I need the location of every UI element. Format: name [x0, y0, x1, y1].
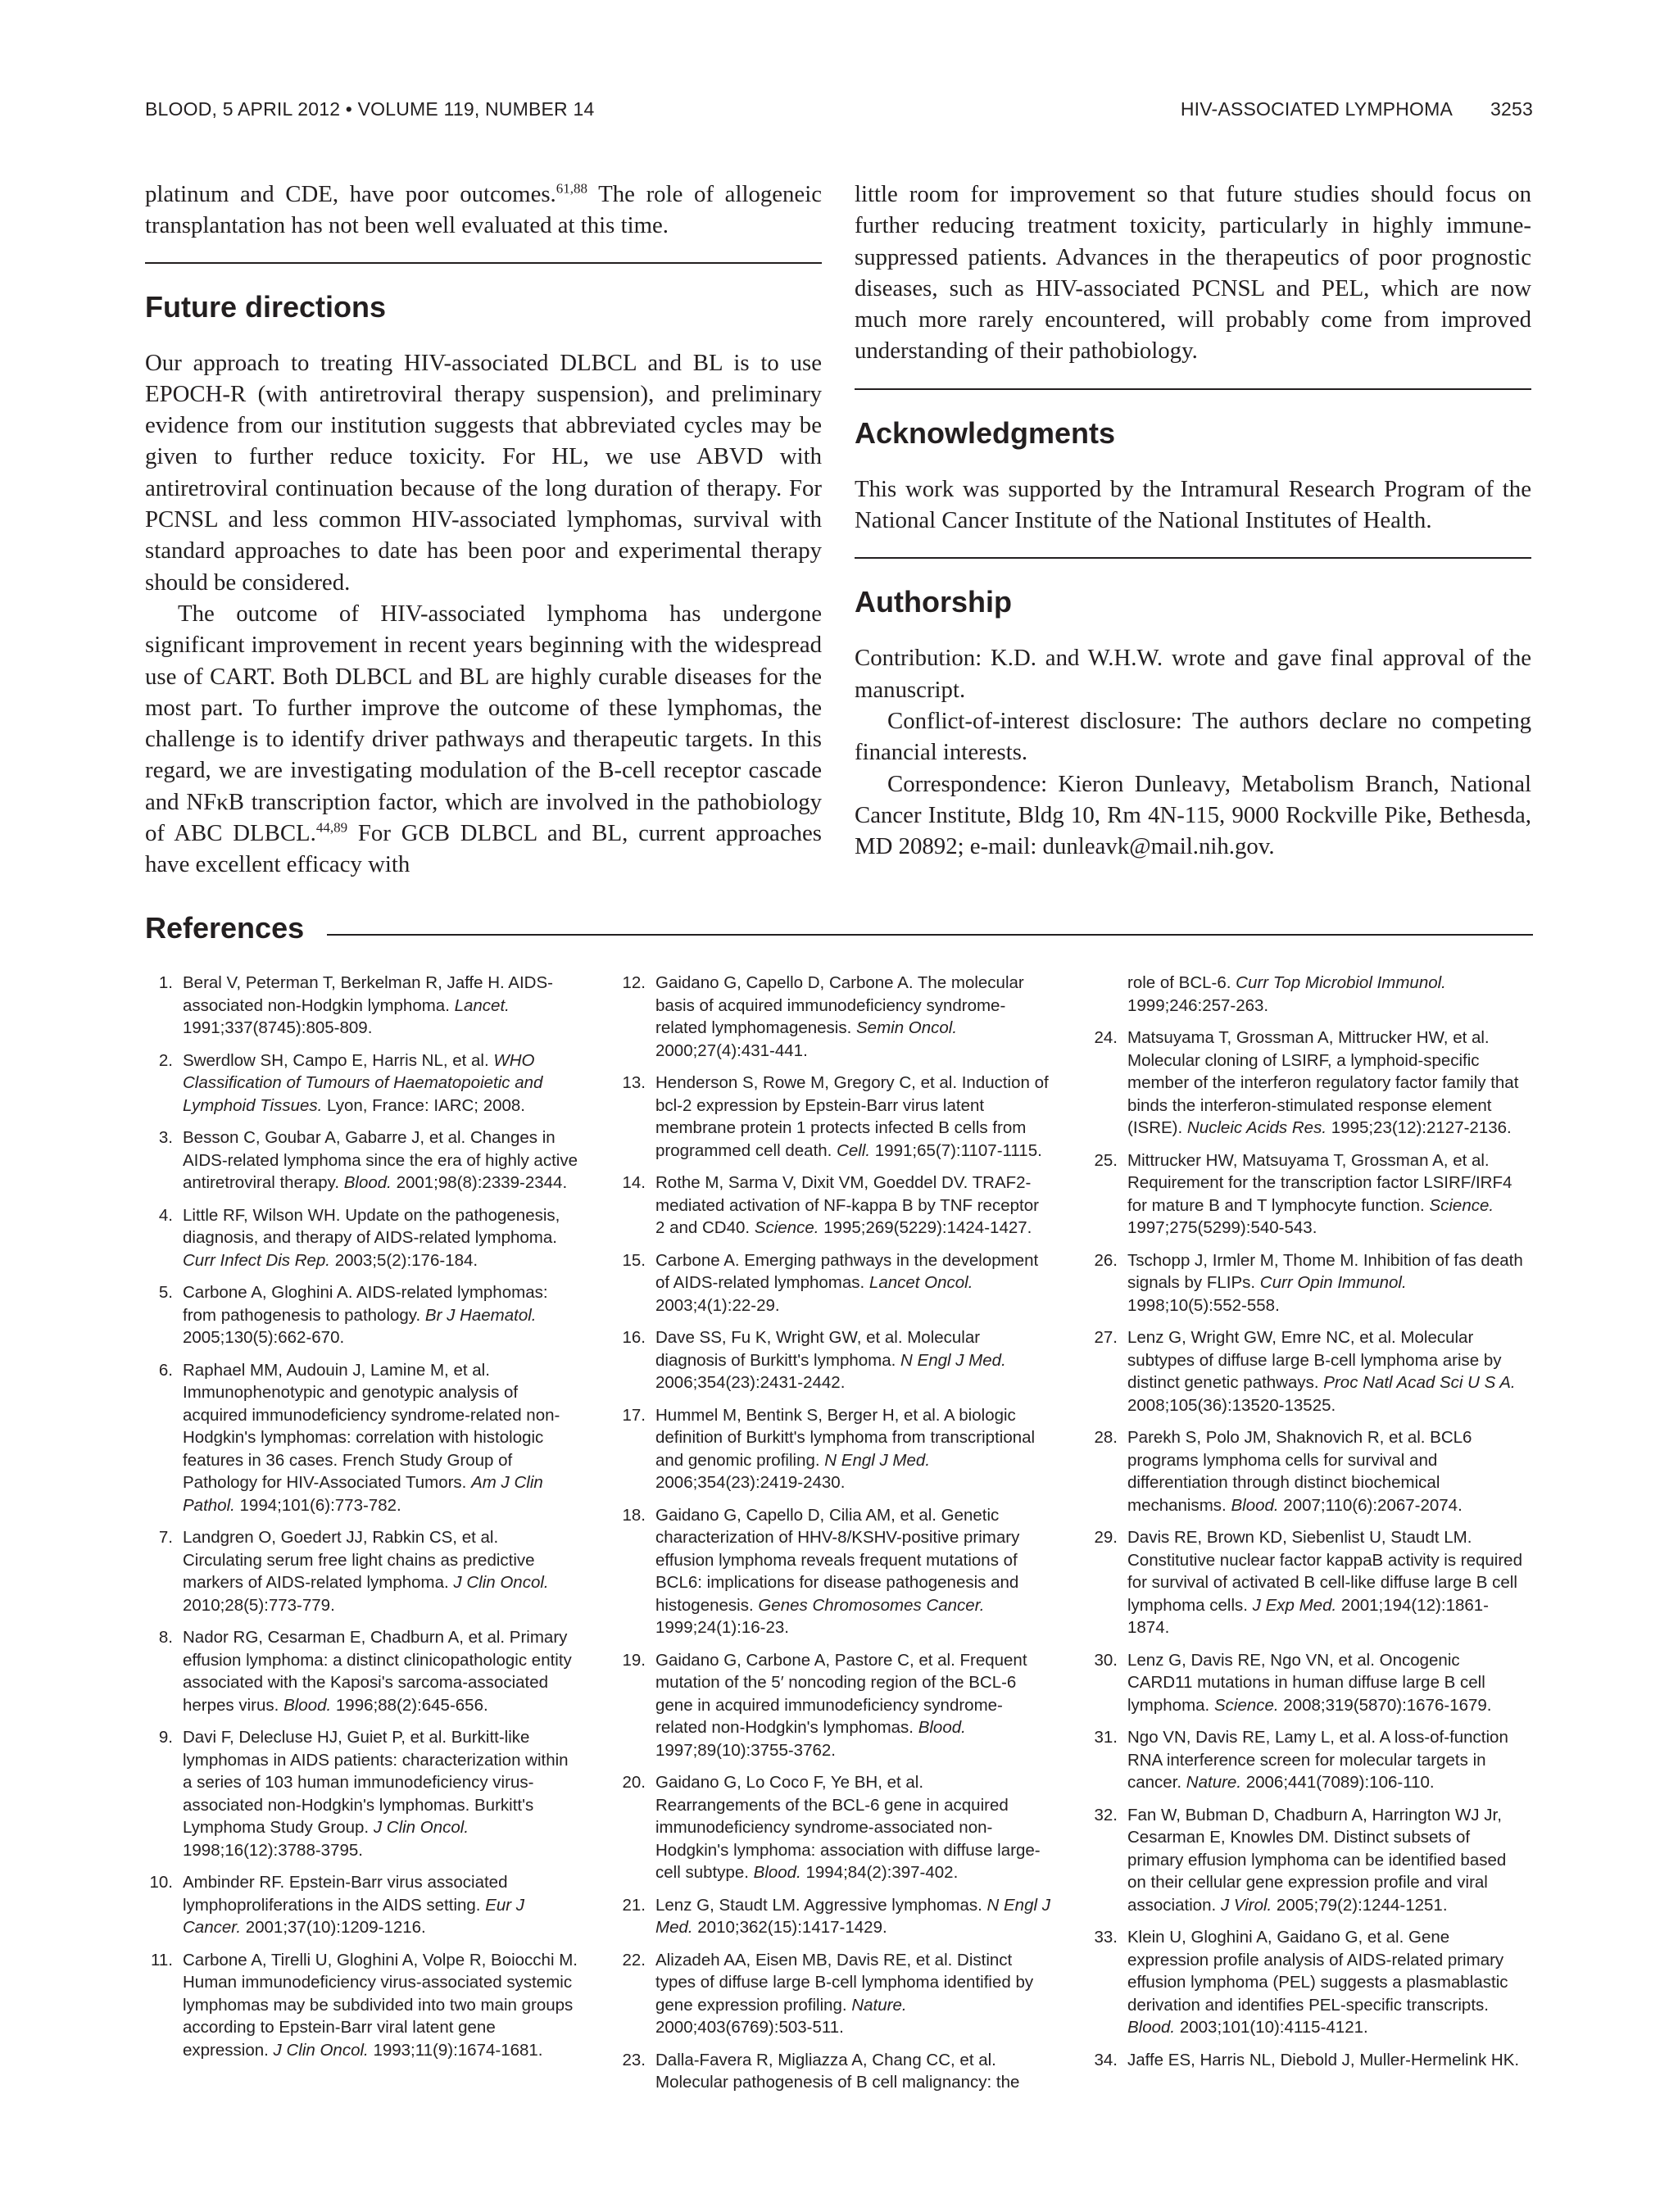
journal-citation: BLOOD, 5 APRIL 2012 • VOLUME 119, NUMBER 14 [145, 98, 595, 120]
citation-text: Carbone A. Emerging pathways in the development of AIDS-related lymphomas. [655, 1250, 1039, 1292]
reference-citation [1127, 2051, 1519, 2069]
reference-citation [1127, 973, 1446, 1015]
citation-text: Gaidano G, Carbone A, Pastore C, et al. Frequent mutation of the 5′ noncoding region of the BCL-6 gene in acquired immunodeficiency syndrome-related non-Hodgkin's lymphomas. [655, 1650, 1027, 1737]
citation-text: Ngo VN, Davis RE, Lamy L, et al. A loss-of-function RNA interference screen for molecular targets in cancer. [1127, 1728, 1508, 1792]
reference-item [145, 1281, 579, 1349]
intro-paragraph [145, 179, 822, 242]
citation-details: 1996;88(2):645-656. [331, 1695, 488, 1715]
reference-number: 1. [158, 973, 173, 992]
citation-details: 1994;101(6):773-782. [234, 1495, 401, 1515]
reference-citation [1127, 1651, 1492, 1715]
reference-number: 34. [1094, 2050, 1118, 2069]
reference-number: 6. [158, 1360, 173, 1380]
reference-item [618, 1949, 1052, 2039]
right-column [855, 179, 1531, 862]
citation-details: 2010;362(15):1417-1429. [692, 1918, 887, 1937]
journal-name: Science. [1429, 1195, 1494, 1215]
citation-text: Davis RE, Brown KD, Siebenlist U, Staudt LM. Constitutive nuclear factor kappaB activity is required for survival of activated B cell-like diffuse large B cell lymphoma cells. [1127, 1528, 1522, 1615]
citation-text: Beral V, Peterman T, Berkelman R, Jaffe H. AIDS-associated non-Hodgkin lymphoma. [183, 973, 553, 1015]
journal-name: J Clin Oncol. [273, 2040, 369, 2060]
reference-number: 19. [622, 1650, 646, 1670]
section-divider [855, 388, 1531, 390]
reference-list [145, 972, 579, 2061]
reference-number: 20. [622, 1773, 646, 1792]
reference-item [618, 1504, 1052, 1639]
reference-number: 5. [158, 1283, 173, 1302]
journal-name: Br J Haematol. [424, 1305, 537, 1325]
reference-number: 11. [151, 1950, 173, 1969]
citation-text: Gaidano G, Capello D, Carbone A. The molecular basis of acquired immunodeficiency syndrome-related lymphomagenesis. [655, 973, 1024, 1037]
journal-name: Proc Natl Acad Sci U S A. [1323, 1373, 1516, 1392]
citation-details: 2006;354(23):2419-2430. [655, 1473, 846, 1492]
citation-text: Gaidano G, Lo Coco F, Ye BH, et al. Rearrangements of the BCL-6 gene in acquired immunodeficiency syndrome-associated non-Hodgkin's lymphoma: association with diffuse large-cell subtype. [655, 1773, 1041, 1882]
journal-name: Genes Chromosomes Cancer. [758, 1595, 985, 1615]
reference-citation [183, 1361, 560, 1515]
reference-citation [1127, 1928, 1508, 2037]
citation-details: 2005;130(5):662-670. [183, 1328, 345, 1347]
reference-number: 30. [1094, 1650, 1118, 1670]
citation-details: 1993;11(9):1674-1681. [368, 2040, 543, 2060]
journal-name: Lancet Oncol. [868, 1273, 973, 1292]
reference-continuation [1090, 972, 1524, 1017]
journal-name: Blood. [343, 1173, 392, 1192]
reference-list [618, 972, 1052, 2094]
citation-text: Klein U, Gloghini A, Gaidano G, et al. Gene expression profile analysis of AIDS-related primary effusion lymphoma (PEL) suggests a plasmablastic derivation and identifies PEL-specific transcripts. [1127, 1928, 1508, 2015]
reference-item [145, 1359, 579, 1517]
journal-name: J Clin Oncol. [373, 1818, 469, 1837]
citation-details: 2000;27(4):431-441. [655, 1040, 808, 1060]
reference-citation [655, 973, 1024, 1060]
citation-details: 1997;89(10):3755-3762. [655, 1740, 836, 1760]
reference-citation [1127, 1328, 1516, 1415]
reference-number: 17. [622, 1405, 646, 1425]
reference-item [1090, 2049, 1524, 2072]
reference-item [1090, 1649, 1524, 1717]
citation-details: 2005;79(2):1244-1251. [1272, 1895, 1448, 1915]
reference-number: 14. [622, 1173, 646, 1192]
citation-text: Fan W, Bubman D, Chadburn A, Harrington WJ Jr, Cesarman E, Knowles DM. Distinct subsets of primary effusion lymphoma can be identified based on their cellular gene expression profile and viral association. [1127, 1805, 1507, 1915]
citation-superscript[interactable]: 61,88 [556, 180, 588, 197]
journal-name: Nucleic Acids Res. [1186, 1118, 1327, 1137]
journal-name: Eur J Cancer. [183, 1895, 525, 1937]
reference-number: 27. [1094, 1328, 1118, 1347]
section-divider [145, 262, 822, 264]
running-head [145, 98, 1533, 123]
citation-text: Nador RG, Cesarman E, Chadburn A, et al. Primary effusion lymphoma: a distinct clinicopathologic entity associated with the Kaposi's sarcoma-associated herpes virus. [183, 1628, 572, 1715]
reference-item [618, 1649, 1052, 1762]
citation-details: 1991;65(7):1107-1115. [870, 1140, 1042, 1160]
citation-text: Mittrucker HW, Matsuyama T, Grossman A, et al. Requirement for the transcription factor LSIRF/IRF4 for mature B and T lymphocyte function. [1127, 1150, 1512, 1215]
reference-citation [655, 1173, 1039, 1237]
reference-number: 26. [1094, 1250, 1118, 1270]
citation-details: 2001;98(8):2339-2344. [391, 1173, 568, 1192]
reference-number: 7. [158, 1528, 173, 1547]
citation-details: 2008;105(36):13520-13525. [1127, 1395, 1336, 1415]
continuation-paragraph: little room for improvement so that future studies should focus on further reducing treatment toxicity, particularly in highly immune-suppressed patients. Advances in the therapeutics of poor prognostic diseases, such as HIV-associated PCNSL and PEL, which are now much more rarely encountered, will probably come from improved understanding of their pathobiology. [855, 181, 1531, 365]
reference-citation [655, 1773, 1041, 1882]
reference-citation [183, 1128, 578, 1192]
future-directions-paragraph-1: Our approach to treating HIV-associated DLBCL and BL is to use EPOCH-R (with antiretroviral therapy suspension), and preliminary evidence from our institution suggests that abbreviated cycles may be given to further reduce toxicity. For HL, we use ABVD with antiretroviral continuation because of the long duration of therapy. For PCNSL and less common HIV-associated lymphomas, survival with standard approaches to date has been poor and experimental therapy should be considered. [145, 349, 822, 596]
reference-citation [655, 1896, 1050, 1938]
citation-details: Lyon, France: IARC; 2008. [322, 1095, 526, 1115]
references-heading: References [145, 911, 327, 945]
citation-text: Ambinder RF. Epstein-Barr virus associated lymphoproliferations in the AIDS setting. [183, 1873, 508, 1915]
citation-details: 2001;37(10):1209-1216. [241, 1918, 426, 1937]
reference-list [1090, 1027, 1524, 2071]
reference-citation [183, 1283, 548, 1347]
journal-name: J Clin Oncol. [453, 1573, 549, 1592]
reference-number: 9. [158, 1728, 173, 1747]
journal-name: Curr Top Microbiol Immunol. [1236, 973, 1446, 992]
reference-number: 21. [622, 1895, 646, 1915]
references-rule [145, 934, 1533, 936]
running-title [1181, 98, 1533, 120]
reference-citation [655, 1506, 1019, 1638]
reference-item [145, 1726, 579, 1861]
reference-item [618, 2049, 1052, 2094]
reference-number: 16. [622, 1328, 646, 1347]
reference-item [618, 1771, 1052, 1884]
reference-number: 23. [622, 2050, 646, 2069]
reference-citation [1127, 1728, 1508, 1792]
journal-name: Blood. [753, 1863, 801, 1882]
reference-citation [183, 973, 553, 1037]
citation-text: Henderson S, Rowe M, Gregory C, et al. Induction of bcl-2 expression by Epstein-Barr virus latent membrane protein 1 protects infected B cells from programmed cell death. [655, 1073, 1049, 1160]
reference-citation [1127, 1151, 1512, 1238]
citation-details: 1995;23(12):2127-2136. [1327, 1118, 1512, 1137]
reference-item [1090, 1426, 1524, 1516]
citation-text: Parekh S, Polo JM, Shaknovich R, et al. BCL6 programs lymphoma cells for survival and differentiation through distinct biochemical mechanisms. [1127, 1428, 1472, 1515]
authorship-heading: Authorship [855, 585, 1012, 619]
reference-number: 25. [1094, 1150, 1118, 1170]
reference-citation [1127, 1528, 1522, 1637]
citation-text: Lenz G, Wright GW, Emre NC, et al. Molecular subtypes of diffuse large B-cell lymphoma arise by distinct genetic pathways. [1127, 1328, 1502, 1392]
citation-text: Tschopp J, Irmler M, Thome M. Inhibition of fas death signals by FLIPs. [1127, 1250, 1523, 1292]
reference-item [1090, 1526, 1524, 1639]
journal-name: Blood. [1231, 1495, 1279, 1515]
reference-citation [183, 1206, 560, 1270]
reference-citation [183, 1051, 542, 1115]
reference-citation [183, 1628, 572, 1715]
journal-name: J Exp Med. [1252, 1595, 1337, 1615]
reference-citation [1127, 1428, 1472, 1515]
citation-details: 1999;24(1):16-23. [655, 1618, 789, 1637]
journal-name: N Engl J Med. [900, 1350, 1006, 1370]
intro-text: platinum and CDE, have poor outcomes. [145, 181, 556, 207]
reference-item [618, 1249, 1052, 1317]
journal-name: Science. [754, 1218, 819, 1237]
citation-details: 1994;84(2):397-402. [800, 1863, 959, 1882]
acknowledgments-text: This work was supported by the Intramural Research Program of the National Cancer Institute of the National Institutes of Health. [855, 475, 1531, 534]
reference-number: 3. [158, 1128, 173, 1147]
citation-details: 1995;269(5229):1424-1427. [819, 1218, 1032, 1237]
citation-text: Lenz G, Staudt LM. Aggressive lymphomas. [655, 1895, 987, 1915]
citation-text: Alizadeh AA, Eisen MB, Davis RE, et al. Distinct types of diffuse large B-cell lymphoma identified by gene expression profiling. [655, 1950, 1034, 2015]
reference-citation [655, 2051, 1019, 2092]
citation-details: 2003;5(2):176-184. [330, 1250, 478, 1270]
journal-name: Science. [1213, 1695, 1279, 1715]
reference-number: 31. [1094, 1728, 1118, 1747]
references-column-2 [618, 972, 1052, 2104]
reference-number: 24. [1094, 1028, 1118, 1047]
citation-details: 1991;337(8745):805-809. [183, 1018, 373, 1037]
reference-item [145, 972, 579, 1040]
citation-details: 1999;246:257-263. [1127, 995, 1269, 1015]
reference-item [618, 1172, 1052, 1240]
citation-details: 2003;4(1):22-29. [655, 1295, 780, 1315]
reference-item [145, 1204, 579, 1272]
reference-item [1090, 1926, 1524, 2039]
citation-text: Carbone A, Tirelli U, Gloghini A, Volpe R, Boiocchi M. Human immunodeficiency virus-associated systemic lymphomas may be subdivided into two main groups according to Epstein-Barr viral latent gene expression. [183, 1950, 578, 2060]
reference-number: 10. [149, 1873, 173, 1892]
intro-text-cont: The role of allogeneic transplantation has not been well evaluated at this time. [145, 181, 822, 239]
paragraph-text-cont: For GCB DLBCL and BL, current approaches have excellent efficacy with [145, 820, 822, 878]
paragraph-text: The outcome of HIV-associated lymphoma has undergone significant improvement in recent years beginning with the widespread use of CART. Both DLBCL and BL are highly curable diseases for the most part. To further improve the outcome of these lymphomas, the challenge is to identify driver pathways and therapeutic targets. In this regard, we are investigating modulation of the B-cell receptor cascade and NFκB transcription factor, which are involved in the pathobiology of ABC DLBCL. [145, 600, 822, 847]
citation-text: Raphael MM, Audouin J, Lamine M, et al. Immunophenotypic and genotypic analysis of acquired immunodeficiency syndrome-related non-Hodgkin's lymphomas: correlation with histologic features in 36 cases. French Study Group of Pathology for HIV-Associated Tumors. [183, 1360, 560, 1492]
reference-item [1090, 1149, 1524, 1240]
reference-number: 28. [1094, 1428, 1118, 1447]
reference-citation [183, 1728, 569, 1860]
reference-citation [655, 1073, 1049, 1160]
reference-item [1090, 1027, 1524, 1140]
reference-citation [655, 1951, 1033, 2037]
citation-details: 2001;194(12):1861-1874. [1127, 1595, 1489, 1637]
reference-citation [655, 1328, 1006, 1392]
reference-item [145, 1126, 579, 1194]
citation-details: 2007;110(6):2067-2074. [1278, 1495, 1463, 1515]
reference-item [145, 1526, 579, 1616]
reference-item [1090, 1249, 1524, 1317]
journal-name: Curr Infect Dis Rep. [183, 1250, 330, 1270]
correspondence-text: Correspondence: Kieron Dunleavy, Metabolism Branch, National Cancer Institute, Bldg 10, Rm 4N-115, 9000 Rockville Pike, Bethesda, MD 20892; e-mail: dunleavk@mail.nih.gov. [855, 770, 1531, 860]
citation-details: 1997;275(5299):540-543. [1127, 1218, 1317, 1237]
acknowledgments-heading: Acknowledgments [855, 415, 1116, 450]
citation-text: Davi F, Delecluse HJ, Guiet P, et al. Burkitt-like lymphomas in AIDS patients: characterization within a series of 103 human immunodeficiency virus-associated non-Hodgkin's lymphomas. Burkitt's Lymphoma Study Group. [183, 1728, 569, 1837]
page-number: 3253 [1490, 98, 1533, 120]
journal-name: Semin Oncol. [856, 1018, 958, 1037]
citation-text: Lenz G, Davis RE, Ngo VN, et al. Oncogenic CARD11 mutations in human diffuse large B cell lymphoma. [1127, 1650, 1485, 1715]
journal-name: Nature. [1186, 1773, 1242, 1792]
reference-item [618, 1072, 1052, 1162]
reference-citation [183, 1528, 549, 1615]
reference-item [145, 1049, 579, 1117]
reference-item [145, 1626, 579, 1716]
reference-item [145, 1871, 579, 1939]
journal-name: Lancet. [454, 995, 510, 1015]
citation-details: 2010;28(5):773-779. [183, 1595, 335, 1615]
reference-item [618, 972, 1052, 1062]
references-column-3 [1090, 972, 1524, 2081]
reference-number: 18. [622, 1505, 646, 1525]
reference-number: 29. [1094, 1528, 1118, 1547]
reference-item [1090, 1326, 1524, 1416]
reference-citation [1127, 1806, 1506, 1915]
future-directions-heading: Future directions [145, 289, 387, 324]
journal-name: N Engl J Med. [824, 1450, 931, 1470]
reference-item [618, 1404, 1052, 1494]
citation-details: 2006;354(23):2431-2442. [655, 1373, 846, 1392]
references-column-1 [145, 972, 579, 2071]
journal-name: WHO Classification of Tumours of Haematopoietic and Lymphoid Tissues. [183, 1050, 543, 1115]
reference-item [618, 1894, 1052, 1939]
citation-text: Little RF, Wilson WH. Update on the pathogenesis, diagnosis, and therapy of AIDS-related lymphoma. [183, 1205, 560, 1247]
references-header [145, 911, 1533, 952]
reference-number: 4. [158, 1205, 173, 1225]
citation-text: Matsuyama T, Grossman A, Mittrucker HW, et al. Molecular cloning of LSIRF, a lymphoid-specific member of the interferon regulatory factor family that binds the interferon-stimulated response element (ISRE). [1127, 1028, 1519, 1137]
citation-text: Landgren O, Goedert JJ, Rabkin CS, et al. Circulating serum free light chains as predictive markers of AIDS-related lymphoma. [183, 1528, 535, 1592]
journal-name: Cell. [837, 1140, 871, 1160]
article-short-title: HIV-ASSOCIATED LYMPHOMA [1180, 98, 1454, 120]
section-divider [855, 557, 1531, 559]
citation-text: Gaidano G, Capello D, Cilia AM, et al. Genetic characterization of HHV-8/KSHV-positive primary effusion lymphoma reveals frequent mutations of BCL6: implications for disease pathogenesis and histogenesis. [655, 1505, 1020, 1615]
citation-text: Rothe M, Sarma V, Dixit VM, Goeddel DV. TRAF2-mediated activation of NF-kappa B by TNF receptor 2 and CD40. [655, 1173, 1039, 1237]
reference-citation [183, 1951, 578, 2060]
reference-number: 22. [622, 1950, 646, 1969]
reference-citation [1127, 1251, 1523, 1315]
reference-number: 33. [1094, 1928, 1118, 1947]
reference-number: 32. [1094, 1805, 1118, 1824]
reference-citation [1127, 1028, 1518, 1137]
reference-citation [655, 1651, 1027, 1760]
journal-name: Curr Opin Immunol. [1259, 1273, 1407, 1292]
citation-text: Dave SS, Fu K, Wright GW, et al. Molecular diagnosis of Burkitt's lymphoma. [655, 1328, 981, 1370]
reference-number: 13. [622, 1073, 646, 1092]
journal-name: Nature. [851, 1995, 907, 2015]
reference-item [1090, 1726, 1524, 1794]
citation-text: Jaffe ES, Harris NL, Diebold J, Muller-Hermelink HK. [1127, 2050, 1520, 2069]
journal-name: N Engl J Med. [655, 1895, 1050, 1937]
reference-item [1090, 1804, 1524, 1917]
citation-details: 2000;403(6769):503-511. [655, 2018, 844, 2037]
journal-name: Blood. [918, 1718, 966, 1737]
journal-name: Blood. [283, 1695, 332, 1715]
contribution-text: Contribution: K.D. and W.H.W. wrote and gave final approval of the manuscript. [855, 645, 1531, 703]
left-column [145, 179, 822, 881]
reference-number: 8. [158, 1628, 173, 1647]
reference-item [145, 1949, 579, 2062]
reference-number: 12. [622, 973, 646, 992]
reference-citation [655, 1251, 1038, 1315]
citation-superscript[interactable]: 44,89 [315, 819, 348, 836]
journal-name: Am J Clin Pathol. [183, 1473, 543, 1515]
citation-text: Dalla-Favera R, Migliazza A, Chang CC, et al. Molecular pathogenesis of B cell malignancy: the [655, 2050, 1020, 2092]
journal-name: J Virol. [1220, 1895, 1272, 1915]
reference-number: 2. [158, 1050, 173, 1070]
reference-citation [183, 1873, 524, 1937]
citation-details: 1998;16(12):3788-3795. [183, 1840, 363, 1860]
reference-number: 15. [622, 1250, 646, 1270]
citation-text: role of BCL-6. [1127, 973, 1236, 992]
citation-text: Besson C, Goubar A, Gabarre J, et al. Changes in AIDS-related lymphoma since the era of highly active antiretroviral therapy. [183, 1128, 578, 1192]
citation-text: Swerdlow SH, Campo E, Harris NL, et al. [183, 1050, 494, 1070]
citation-text: Carbone A, Gloghini A. AIDS-related lymphomas: from pathogenesis to pathology. [183, 1283, 548, 1325]
reference-citation [655, 1406, 1035, 1493]
citation-details: 1998;10(5):552-558. [1127, 1295, 1280, 1315]
reference-item [618, 1326, 1052, 1394]
citation-details: 2008;319(5870):1676-1679. [1278, 1695, 1492, 1715]
conflict-of-interest-text: Conflict-of-interest disclosure: The authors declare no competing financial interests. [855, 707, 1531, 766]
future-directions-paragraph-2 [145, 598, 822, 881]
citation-details: 2006;441(7089):106-110. [1241, 1773, 1435, 1792]
citation-text: Hummel M, Bentink S, Berger H, et al. A biologic definition of Burkitt's lymphoma from transcriptional and genomic profiling. [655, 1405, 1036, 1470]
journal-name: Blood. [1127, 2018, 1176, 2037]
citation-details: 2003;101(10):4115-4121. [1175, 2018, 1368, 2037]
